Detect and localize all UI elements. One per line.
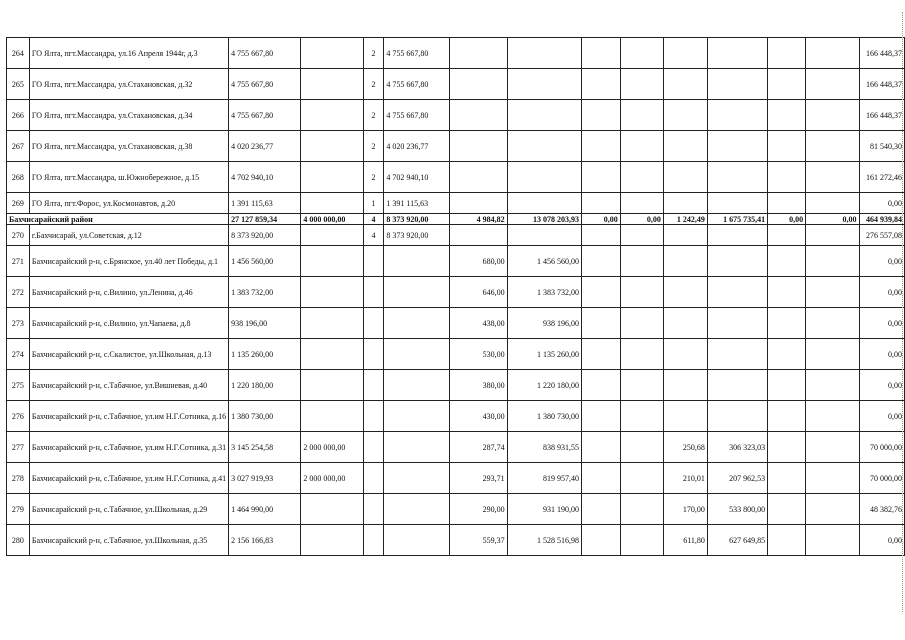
col14 (806, 463, 859, 494)
total-cost: 4 755 667,80 (229, 69, 301, 100)
col11-area: 250,68 (663, 432, 707, 463)
address: ГО Ялта, пгт.Массандра, ул.Стахановская, д.38 (29, 131, 228, 162)
table-row (7, 308, 905, 339)
col12-amount: 207 962,53 (707, 463, 767, 494)
col10 (620, 494, 663, 525)
col14 (806, 401, 859, 432)
col6-amount (384, 525, 450, 556)
col8-amount (507, 162, 581, 193)
col14 (806, 525, 859, 556)
col4-amount (301, 370, 363, 401)
col11-area (663, 131, 707, 162)
col8-amount: 1 135 260,00 (507, 339, 581, 370)
table-row (7, 432, 905, 463)
table-row (7, 463, 905, 494)
col10 (620, 38, 663, 69)
col12-amount (707, 308, 767, 339)
address: ГО Ялта, пгт.Массандра, ул.Стахановская, д.34 (29, 100, 228, 131)
table-row (7, 162, 905, 193)
row-number: 264 (7, 38, 30, 69)
row-number: 273 (7, 308, 30, 339)
col10 (620, 69, 663, 100)
row-number: 265 (7, 69, 30, 100)
col14 (806, 277, 859, 308)
col11-area (663, 193, 707, 214)
col15-amount: 276 557,08 (859, 225, 905, 246)
address: Бахчисарайский р-н, с.Скалистое, ул.Школьная, д.13 (29, 339, 228, 370)
table-row (7, 225, 905, 246)
row-number: 269 (7, 193, 30, 214)
col5-count: 1 (363, 193, 384, 214)
col13 (768, 162, 806, 193)
col9 (582, 463, 621, 494)
col13 (768, 525, 806, 556)
col14 (806, 432, 859, 463)
col10 (620, 339, 663, 370)
col4-amount (301, 131, 363, 162)
address: Бахчисарайский р-н, с.Табачное, ул.Вишневая, д.40 (29, 370, 228, 401)
total-cost: 1 383 732,00 (229, 277, 301, 308)
col8-amount (507, 38, 581, 69)
col7-area: 380,00 (450, 370, 507, 401)
col4-amount (301, 401, 363, 432)
address: Бахчисарайский р-н, с.Вилино, ул.Ленина, д.46 (29, 277, 228, 308)
col14 (806, 131, 859, 162)
col15-amount: 70 000,00 (859, 432, 905, 463)
col7-area: 293,71 (450, 463, 507, 494)
col7-area: 530,00 (450, 339, 507, 370)
col14 (806, 162, 859, 193)
col15-amount: 0,00 (859, 277, 905, 308)
col5-count (363, 277, 384, 308)
col4-amount (301, 100, 363, 131)
col6-amount: 1 391 115,63 (384, 193, 450, 214)
address: ГО Ялта, пгт.Массандра, ул.Стахановская, д.32 (29, 69, 228, 100)
col5-count: 2 (363, 100, 384, 131)
col9 (582, 432, 621, 463)
col5-count: 4 (363, 225, 384, 246)
district-col5: 4 (363, 214, 384, 225)
col7-area: 290,00 (450, 494, 507, 525)
col14 (806, 370, 859, 401)
col15-amount: 166 448,37 (859, 100, 905, 131)
col4-amount (301, 69, 363, 100)
col8-amount: 938 196,00 (507, 308, 581, 339)
table-row (7, 69, 905, 100)
row-number: 275 (7, 370, 30, 401)
address: ГО Ялта, пгт.Форос, ул.Космонавтов, д.20 (29, 193, 228, 214)
col8-amount (507, 100, 581, 131)
col12-amount (707, 162, 767, 193)
col14 (806, 339, 859, 370)
row-number: 272 (7, 277, 30, 308)
table-row (7, 193, 905, 214)
col14 (806, 308, 859, 339)
row-number: 266 (7, 100, 30, 131)
row-number: 276 (7, 401, 30, 432)
table-body-bakhchisaray (7, 225, 905, 556)
col5-count (363, 463, 384, 494)
col6-amount: 4 755 667,80 (384, 100, 450, 131)
col15-amount: 81 540,30 (859, 131, 905, 162)
table-row (7, 339, 905, 370)
col11-area (663, 100, 707, 131)
table-row (7, 494, 905, 525)
col12-amount (707, 370, 767, 401)
col13 (768, 193, 806, 214)
col13 (768, 69, 806, 100)
col13 (768, 463, 806, 494)
col12-amount (707, 38, 767, 69)
col7-area (450, 193, 507, 214)
col6-amount: 4 755 667,80 (384, 69, 450, 100)
col13 (768, 246, 806, 277)
table-row (7, 277, 905, 308)
col6-amount: 4 702 940,10 (384, 162, 450, 193)
total-cost: 1 456 560,00 (229, 246, 301, 277)
district-col6: 8 373 920,00 (384, 214, 450, 225)
col4-amount (301, 494, 363, 525)
col11-area: 210,01 (663, 463, 707, 494)
col10 (620, 246, 663, 277)
col15-amount: 0,00 (859, 246, 905, 277)
row-number: 270 (7, 225, 30, 246)
col8-amount (507, 131, 581, 162)
col4-amount (301, 246, 363, 277)
col10 (620, 308, 663, 339)
col9 (582, 38, 621, 69)
district-col11: 1 242,49 (663, 214, 707, 225)
col14 (806, 494, 859, 525)
col4-amount: 2 000 000,00 (301, 463, 363, 494)
col12-amount (707, 401, 767, 432)
col15-amount: 166 448,37 (859, 38, 905, 69)
col9 (582, 494, 621, 525)
col14 (806, 225, 859, 246)
col6-amount (384, 370, 450, 401)
col14 (806, 193, 859, 214)
col4-amount (301, 38, 363, 69)
col13 (768, 494, 806, 525)
table-row (7, 131, 905, 162)
col7-area: 680,00 (450, 246, 507, 277)
row-number: 267 (7, 131, 30, 162)
total-cost: 4 755 667,80 (229, 38, 301, 69)
row-number: 279 (7, 494, 30, 525)
col15-amount: 0,00 (859, 401, 905, 432)
row-number: 274 (7, 339, 30, 370)
col7-area: 438,00 (450, 308, 507, 339)
address: Бахчисарайский р-н, с.Табачное, ул.им Н.Г.Сотника, д.31 (29, 432, 228, 463)
col7-area (450, 131, 507, 162)
col12-amount (707, 131, 767, 162)
district-total-cost: 27 127 859,34 (229, 214, 301, 225)
col13 (768, 401, 806, 432)
col15-amount: 70 000,00 (859, 463, 905, 494)
district-col15: 464 939,84 (859, 214, 905, 225)
row-number: 278 (7, 463, 30, 494)
col4-amount (301, 277, 363, 308)
col6-amount (384, 463, 450, 494)
col5-count: 2 (363, 162, 384, 193)
col9 (582, 370, 621, 401)
col13 (768, 277, 806, 308)
address: Бахчисарайский р-н, с.Брянское, ул.40 лет Победы, д.1 (29, 246, 228, 277)
col13 (768, 38, 806, 69)
col8-amount: 838 931,55 (507, 432, 581, 463)
total-cost: 1 380 730,00 (229, 401, 301, 432)
district-col9: 0,00 (582, 214, 621, 225)
col8-amount (507, 193, 581, 214)
col11-area (663, 225, 707, 246)
col15-amount: 161 272,46 (859, 162, 905, 193)
district-col4: 4 000 000,00 (301, 214, 363, 225)
page-edge-dots (901, 12, 903, 612)
district-col8: 13 078 203,93 (507, 214, 581, 225)
col6-amount (384, 432, 450, 463)
col10 (620, 131, 663, 162)
col15-amount: 0,00 (859, 370, 905, 401)
total-cost: 2 156 166,83 (229, 525, 301, 556)
district-col12: 1 675 735,41 (707, 214, 767, 225)
col9 (582, 69, 621, 100)
col12-amount: 533 800,00 (707, 494, 767, 525)
col4-amount (301, 162, 363, 193)
district-col7: 4 984,82 (450, 214, 507, 225)
col6-amount: 8 373 920,00 (384, 225, 450, 246)
col10 (620, 370, 663, 401)
col7-area: 559,37 (450, 525, 507, 556)
document-page (6, 37, 905, 556)
col4-amount (301, 339, 363, 370)
address: Бахчисарайский р-н, с.Вилино, ул.Чапаева, д.8 (29, 308, 228, 339)
col6-amount (384, 277, 450, 308)
col12-amount (707, 100, 767, 131)
col13 (768, 339, 806, 370)
col7-area (450, 69, 507, 100)
col8-amount: 1 220 180,00 (507, 370, 581, 401)
district-col13: 0,00 (768, 214, 806, 225)
table-row (7, 370, 905, 401)
table-body-district (7, 214, 905, 225)
col6-amount: 4 020 236,77 (384, 131, 450, 162)
total-cost: 938 196,00 (229, 308, 301, 339)
total-cost: 1 464 990,00 (229, 494, 301, 525)
col6-amount (384, 246, 450, 277)
col7-area: 287,74 (450, 432, 507, 463)
row-number: 271 (7, 246, 30, 277)
col5-count (363, 525, 384, 556)
row-number: 280 (7, 525, 30, 556)
col8-amount: 1 383 732,00 (507, 277, 581, 308)
col12-amount (707, 246, 767, 277)
col5-count (363, 370, 384, 401)
col9 (582, 246, 621, 277)
col10 (620, 432, 663, 463)
district-col14: 0,00 (806, 214, 859, 225)
col8-amount: 819 957,40 (507, 463, 581, 494)
col13 (768, 370, 806, 401)
col8-amount (507, 69, 581, 100)
col11-area (663, 339, 707, 370)
col9 (582, 193, 621, 214)
col4-amount: 2 000 000,00 (301, 432, 363, 463)
col5-count (363, 432, 384, 463)
col11-area (663, 246, 707, 277)
col5-count: 2 (363, 38, 384, 69)
col10 (620, 225, 663, 246)
col13 (768, 308, 806, 339)
table-body-yalta (7, 38, 905, 214)
col9 (582, 277, 621, 308)
col8-amount: 1 456 560,00 (507, 246, 581, 277)
col15-amount: 0,00 (859, 339, 905, 370)
col9 (582, 162, 621, 193)
col5-count (363, 308, 384, 339)
col9 (582, 308, 621, 339)
col6-amount (384, 401, 450, 432)
address: Бахчисарайский р-н, с.Табачное, ул.им Н.Г.Сотника, д.16 (29, 401, 228, 432)
col11-area (663, 277, 707, 308)
col4-amount (301, 308, 363, 339)
col8-amount (507, 225, 581, 246)
address: ГО Ялта, пгт.Массандра, ул.16 Апреля 1944г, д.3 (29, 38, 228, 69)
col5-count (363, 246, 384, 277)
col9 (582, 100, 621, 131)
address: Бахчисарайский р-н, с.Табачное, ул.Школьная, д.35 (29, 525, 228, 556)
row-number: 268 (7, 162, 30, 193)
col10 (620, 525, 663, 556)
col5-count: 2 (363, 131, 384, 162)
table-row (7, 401, 905, 432)
col8-amount: 931 190,00 (507, 494, 581, 525)
col14 (806, 246, 859, 277)
col7-area: 646,00 (450, 277, 507, 308)
col12-amount (707, 69, 767, 100)
col8-amount: 1 528 516,98 (507, 525, 581, 556)
col11-area (663, 308, 707, 339)
total-cost: 4 020 236,77 (229, 131, 301, 162)
col14 (806, 38, 859, 69)
col13 (768, 100, 806, 131)
total-cost: 1 391 115,63 (229, 193, 301, 214)
col4-amount (301, 225, 363, 246)
col7-area: 430,00 (450, 401, 507, 432)
total-cost: 1 220 180,00 (229, 370, 301, 401)
col9 (582, 401, 621, 432)
col15-amount: 0,00 (859, 193, 905, 214)
col4-amount (301, 193, 363, 214)
col8-amount: 1 380 730,00 (507, 401, 581, 432)
district-col10: 0,00 (620, 214, 663, 225)
col9 (582, 225, 621, 246)
col15-amount: 166 448,37 (859, 69, 905, 100)
col12-amount (707, 193, 767, 214)
col6-amount: 4 755 667,80 (384, 38, 450, 69)
col5-count (363, 494, 384, 525)
col11-area (663, 401, 707, 432)
col7-area (450, 225, 507, 246)
row-number: 277 (7, 432, 30, 463)
address: Бахчисарайский р-н, с.Табачное, ул.Школьная, д.29 (29, 494, 228, 525)
col12-amount (707, 225, 767, 246)
col10 (620, 100, 663, 131)
col15-amount: 0,00 (859, 308, 905, 339)
address: ГО Ялта, пгт.Массандра, ш.Южнобережное, д.15 (29, 162, 228, 193)
col15-amount: 0,00 (859, 525, 905, 556)
total-cost: 8 373 920,00 (229, 225, 301, 246)
col12-amount: 627 649,85 (707, 525, 767, 556)
col11-area: 170,00 (663, 494, 707, 525)
col10 (620, 463, 663, 494)
total-cost: 1 135 260,00 (229, 339, 301, 370)
table-row (7, 38, 905, 69)
total-cost: 4 755 667,80 (229, 100, 301, 131)
address: Бахчисарайский р-н, с.Табачное, ул.им Н.Г.Сотника, д.41 (29, 463, 228, 494)
col15-amount: 48 382,76 (859, 494, 905, 525)
col14 (806, 100, 859, 131)
col11-area (663, 370, 707, 401)
col9 (582, 339, 621, 370)
col11-area (663, 162, 707, 193)
col12-amount (707, 277, 767, 308)
col13 (768, 432, 806, 463)
col10 (620, 193, 663, 214)
district-subtotal-row (7, 214, 905, 225)
col10 (620, 401, 663, 432)
col12-amount (707, 339, 767, 370)
col7-area (450, 162, 507, 193)
total-cost: 3 145 254,58 (229, 432, 301, 463)
col10 (620, 277, 663, 308)
col7-area (450, 38, 507, 69)
district-name: Бахчисарайский район (7, 214, 229, 225)
table-row (7, 246, 905, 277)
col9 (582, 525, 621, 556)
col6-amount (384, 339, 450, 370)
col5-count (363, 401, 384, 432)
col11-area (663, 69, 707, 100)
col13 (768, 225, 806, 246)
repair-program-table (6, 37, 905, 556)
col9 (582, 131, 621, 162)
col4-amount (301, 525, 363, 556)
col5-count (363, 339, 384, 370)
col6-amount (384, 308, 450, 339)
col11-area: 611,80 (663, 525, 707, 556)
col10 (620, 162, 663, 193)
total-cost: 4 702 940,10 (229, 162, 301, 193)
col5-count: 2 (363, 69, 384, 100)
col13 (768, 131, 806, 162)
table-row (7, 525, 905, 556)
col12-amount: 306 323,03 (707, 432, 767, 463)
col6-amount (384, 494, 450, 525)
col11-area (663, 38, 707, 69)
address: г.Бахчисарай, ул.Советская, д.12 (29, 225, 228, 246)
table-row (7, 100, 905, 131)
total-cost: 3 027 919,93 (229, 463, 301, 494)
col14 (806, 69, 859, 100)
col7-area (450, 100, 507, 131)
